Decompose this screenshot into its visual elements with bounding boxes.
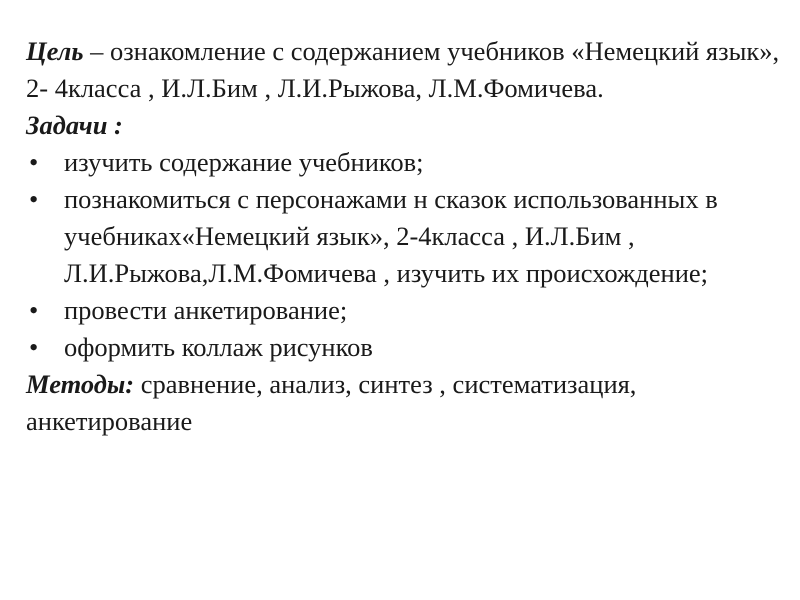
goal-text: – ознакомление с содержанием учебников «Немецкий язык», 2- 4класса , И.Л.Бим , Л.И.Рыжова, Л.М.Фомичева.: [26, 36, 780, 103]
bullet-icon: •: [29, 295, 39, 325]
methods-paragraph: [26, 366, 780, 440]
list-item: [26, 144, 780, 181]
methods-text: сравнение, анализ, синтез , систематизация, анкетирование: [26, 369, 637, 436]
list-item-text: провести анкетирование;: [64, 295, 348, 325]
tasks-label: Задачи :: [26, 110, 123, 140]
bullet-icon: •: [29, 184, 39, 214]
list-item-text: познакомиться с персонажами н сказок использованных в учебниках«Немецкий язык», 2-4класса , И.Л.Бим , Л.И.Рыжова,Л.М.Фомичева , изучить их происхождение;: [64, 184, 718, 288]
tasks-heading: [26, 107, 780, 144]
methods-label: Методы:: [26, 369, 135, 399]
list-item: [26, 292, 780, 329]
goal-paragraph: [26, 33, 780, 107]
list-item: [26, 329, 780, 366]
list-item-text: изучить содержание учебников;: [64, 147, 424, 177]
bullet-icon: •: [29, 332, 39, 362]
tasks-list: [26, 144, 780, 366]
goal-label: Цель: [26, 36, 84, 66]
bullet-icon: •: [29, 147, 39, 177]
list-item-text: оформить коллаж рисунков: [64, 332, 373, 362]
list-item: [26, 181, 780, 292]
